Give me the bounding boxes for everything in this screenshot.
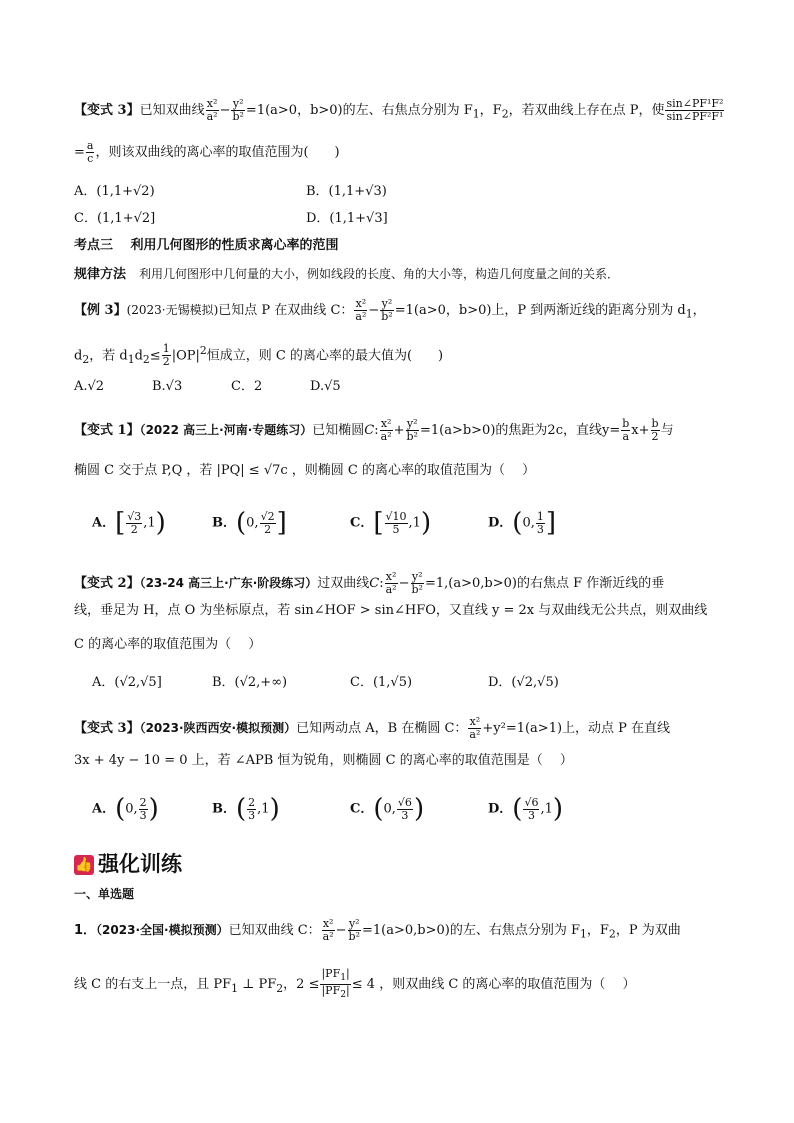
li3-option-b: B.√3 [152,379,183,394]
bianshi1-line2: 椭圆 C 交于点 P,Q ，若 |PQ| ≤ √7c ，则椭圆 C 的离心率的取值范围为（ ） [74,463,536,478]
fraction: $\frac{\text{y²}}{\text{b²}}$ [411,570,423,596]
fraction: $\frac{\text{x²}}{\text{a²}}$ [355,297,367,323]
bianshi3b-option-b: B．( $\frac{2}{3}$ ,1) [212,794,280,824]
bianshi1-option-a: A．[ $\frac{√3}{2}$ ,1) [92,508,166,538]
bianshi3a-option-d: D．(1,1+√3] [306,211,388,226]
li3-option-a: A.√2 [74,379,105,394]
section-heading: 👍 强化训练 [75,852,182,876]
fraction: $\frac{|PF_1|}{|PF_2|}$ [321,967,350,1001]
bianshi1-option-b: B．(0, $\frac{√2}{2}$ ] [212,508,287,538]
bianshi2-option-d: D．(√2,√5) [488,675,559,690]
bianshi2-option-c: C．(1,√5) [350,675,413,690]
kaodian-3-title: 考点三 利用几何图形的性质求离心率的范围 [74,238,339,253]
fraction: $\frac{\text{x²}}{\text{a²}}$ [469,715,481,741]
li3-line1: 【例 3】(2023·无锡模拟)已知点 P 在双曲线 C： $\frac{\text{x²}}{\text{a²}}$ − $\frac{\text{y²}}{\text{b²}}$ =1(a>0，b>0)上，P 到两渐近线的距离分别为 $d_1$， [74,297,706,323]
section-subheading: 一、单选题 [74,887,135,901]
fraction: $\frac{1}{2}$ [162,342,170,369]
li3-option-c: C．2 [231,379,263,394]
bianshi3a-option-a: A．(1,1+√2) [74,184,155,199]
fraction: $\frac{b}{2}$ [651,417,659,443]
li3-option-d: D.√5 [310,379,341,394]
fraction: $\frac{\text{sin∠PF¹F²}}{\text{sin∠PF²F¹}}$ [666,97,724,123]
fraction: $\frac{\text{x²}}{\text{a²}}$ [380,417,392,443]
fraction: $\frac{\text{x²}}{\text{a²}}$ [385,570,397,596]
bianshi2-option-a: A．(√2,√5] [92,675,162,690]
bianshi2-line3: C 的离心率的取值范围为（ ） [74,637,262,652]
bianshi3b-line1: 【变式 3】（2023·陕西西安·模拟预测）已知两动点 A，B 在椭圆 C： $\frac{\text{x²}}{\text{a²}}$ +y²=1(a>1)上，动点 P 在直线 [74,715,671,741]
q1-line1: 1．（2023·全国·模拟预测）已知双曲线 C： $\frac{\text{x²}}{\text{a²}}$ − $\frac{\text{y²}}{\text{b²}}$ =1(a>0,b>0)的左、右焦点分别为 $F_1$，$F_2$，P 为双曲 [74,917,681,943]
bianshi1-option-c: C．[ $\frac{√10}{5}$ ,1) [350,508,432,538]
bianshi3b-option-d: D．( $\frac{√6}{3}$ ,1) [488,794,564,824]
fraction: $\frac{\text{y²}}{\text{b²}}$ [348,917,360,943]
bianshi3a-line2: = $\frac{a}{c}$ ，则该双曲线的离心率的取值范围为( ) [74,139,340,165]
bianshi3b-option-a: A．(0, $\frac{2}{3}$ ) [92,794,159,824]
fraction: $\frac{\text{y²}}{\text{b²}}$ [406,417,418,443]
bianshi2-line2: 线，垂足为 H，点 O 为坐标原点，若 sin∠HOF > sin∠HFO，又直线 y = 2x 与双曲线无公共点，则双曲线 [74,603,708,618]
bianshi3a-option-b: B．(1,1+√3) [306,184,387,199]
bianshi1-line1: 【变式 1】（2022 高三上·河南·专题练习）已知椭圆C: $\frac{\text{x²}}{\text{a²}}$ + $\frac{\text{y²}}{\text{b²}}$ =1(a>b>0)的焦距为2c，直线y= $\frac{b}{a}$ x+ $\frac{b}{2}$ 与 [74,417,674,443]
li3-line2: $d_2$，若 $d_1d_2\le$ $\frac{1}{2}$ $|OP|^2$恒成立，则 C 的离心率的最大值为( ) [74,342,444,369]
fraction: $\frac{\text{x²}}{\text{a²}}$ [322,917,334,943]
thumbs-up-icon: 👍 [75,857,93,873]
fraction: $\frac{a}{c}$ [86,139,94,165]
fraction: $\frac{\text{y²}}{\text{b²}}$ [232,97,244,123]
q1-line2: 线 C 的右支上一点，且 $PF_1$ ⊥ $PF_2$，2 ≤ $\frac{|PF_1|}{|PF_2|}$ ≤ 4 ，则双曲线 C 的离心率的取值范围为（ ） [74,967,636,1001]
bianshi2-line1: 【变式 2】（23-24 高三上·广东·阶段练习）过双曲线C: $\frac{\text{x²}}{\text{a²}}$ − $\frac{\text{y²}}{\text{b²}}$ =1,(a>0,b>0)的右焦点 F 作渐近线的垂 [74,570,665,596]
guilv-fangfa: 规律方法 利用几何图形中几何量的大小，例如线段的长度、角的大小等，构造几何度量之间的关系． [74,267,620,282]
bianshi3a-tag: 【变式 3】 [74,103,140,118]
bianshi2-option-b: B．(√2,+∞) [212,675,288,690]
bianshi3a-option-c: C．(1,1+√2] [74,211,156,226]
fraction: $\frac{\text{x²}}{\text{a²}}$ [206,97,218,123]
bianshi1-option-d: D．(0, $\frac{1}{3}$ ] [488,508,556,538]
fraction: $\frac{b}{a}$ [622,417,630,443]
bianshi3b-line2: 3x + 4y − 10 = 0 上，若 ∠APB 恒为锐角，则椭圆 C 的离心率的取值范围是（ ） [74,753,573,768]
fraction: $\frac{\text{y²}}{\text{b²}}$ [381,297,393,323]
bianshi3a-line1: 【变式 3】已知双曲线 $\frac{\text{x²}}{\text{a²}}$ − $\frac{\text{y²}}{\text{b²}}$ =1(a>0，b>0)的左、右焦点分别为 $F_1$，$F_2$，若双曲线上存在点 P，使 $\frac{\text{sin∠PF¹F²}}{\text{sin∠PF²F¹}}$ [74,97,724,123]
bianshi3b-option-c: C．(0, $\frac{√6}{3}$ ) [350,794,425,824]
